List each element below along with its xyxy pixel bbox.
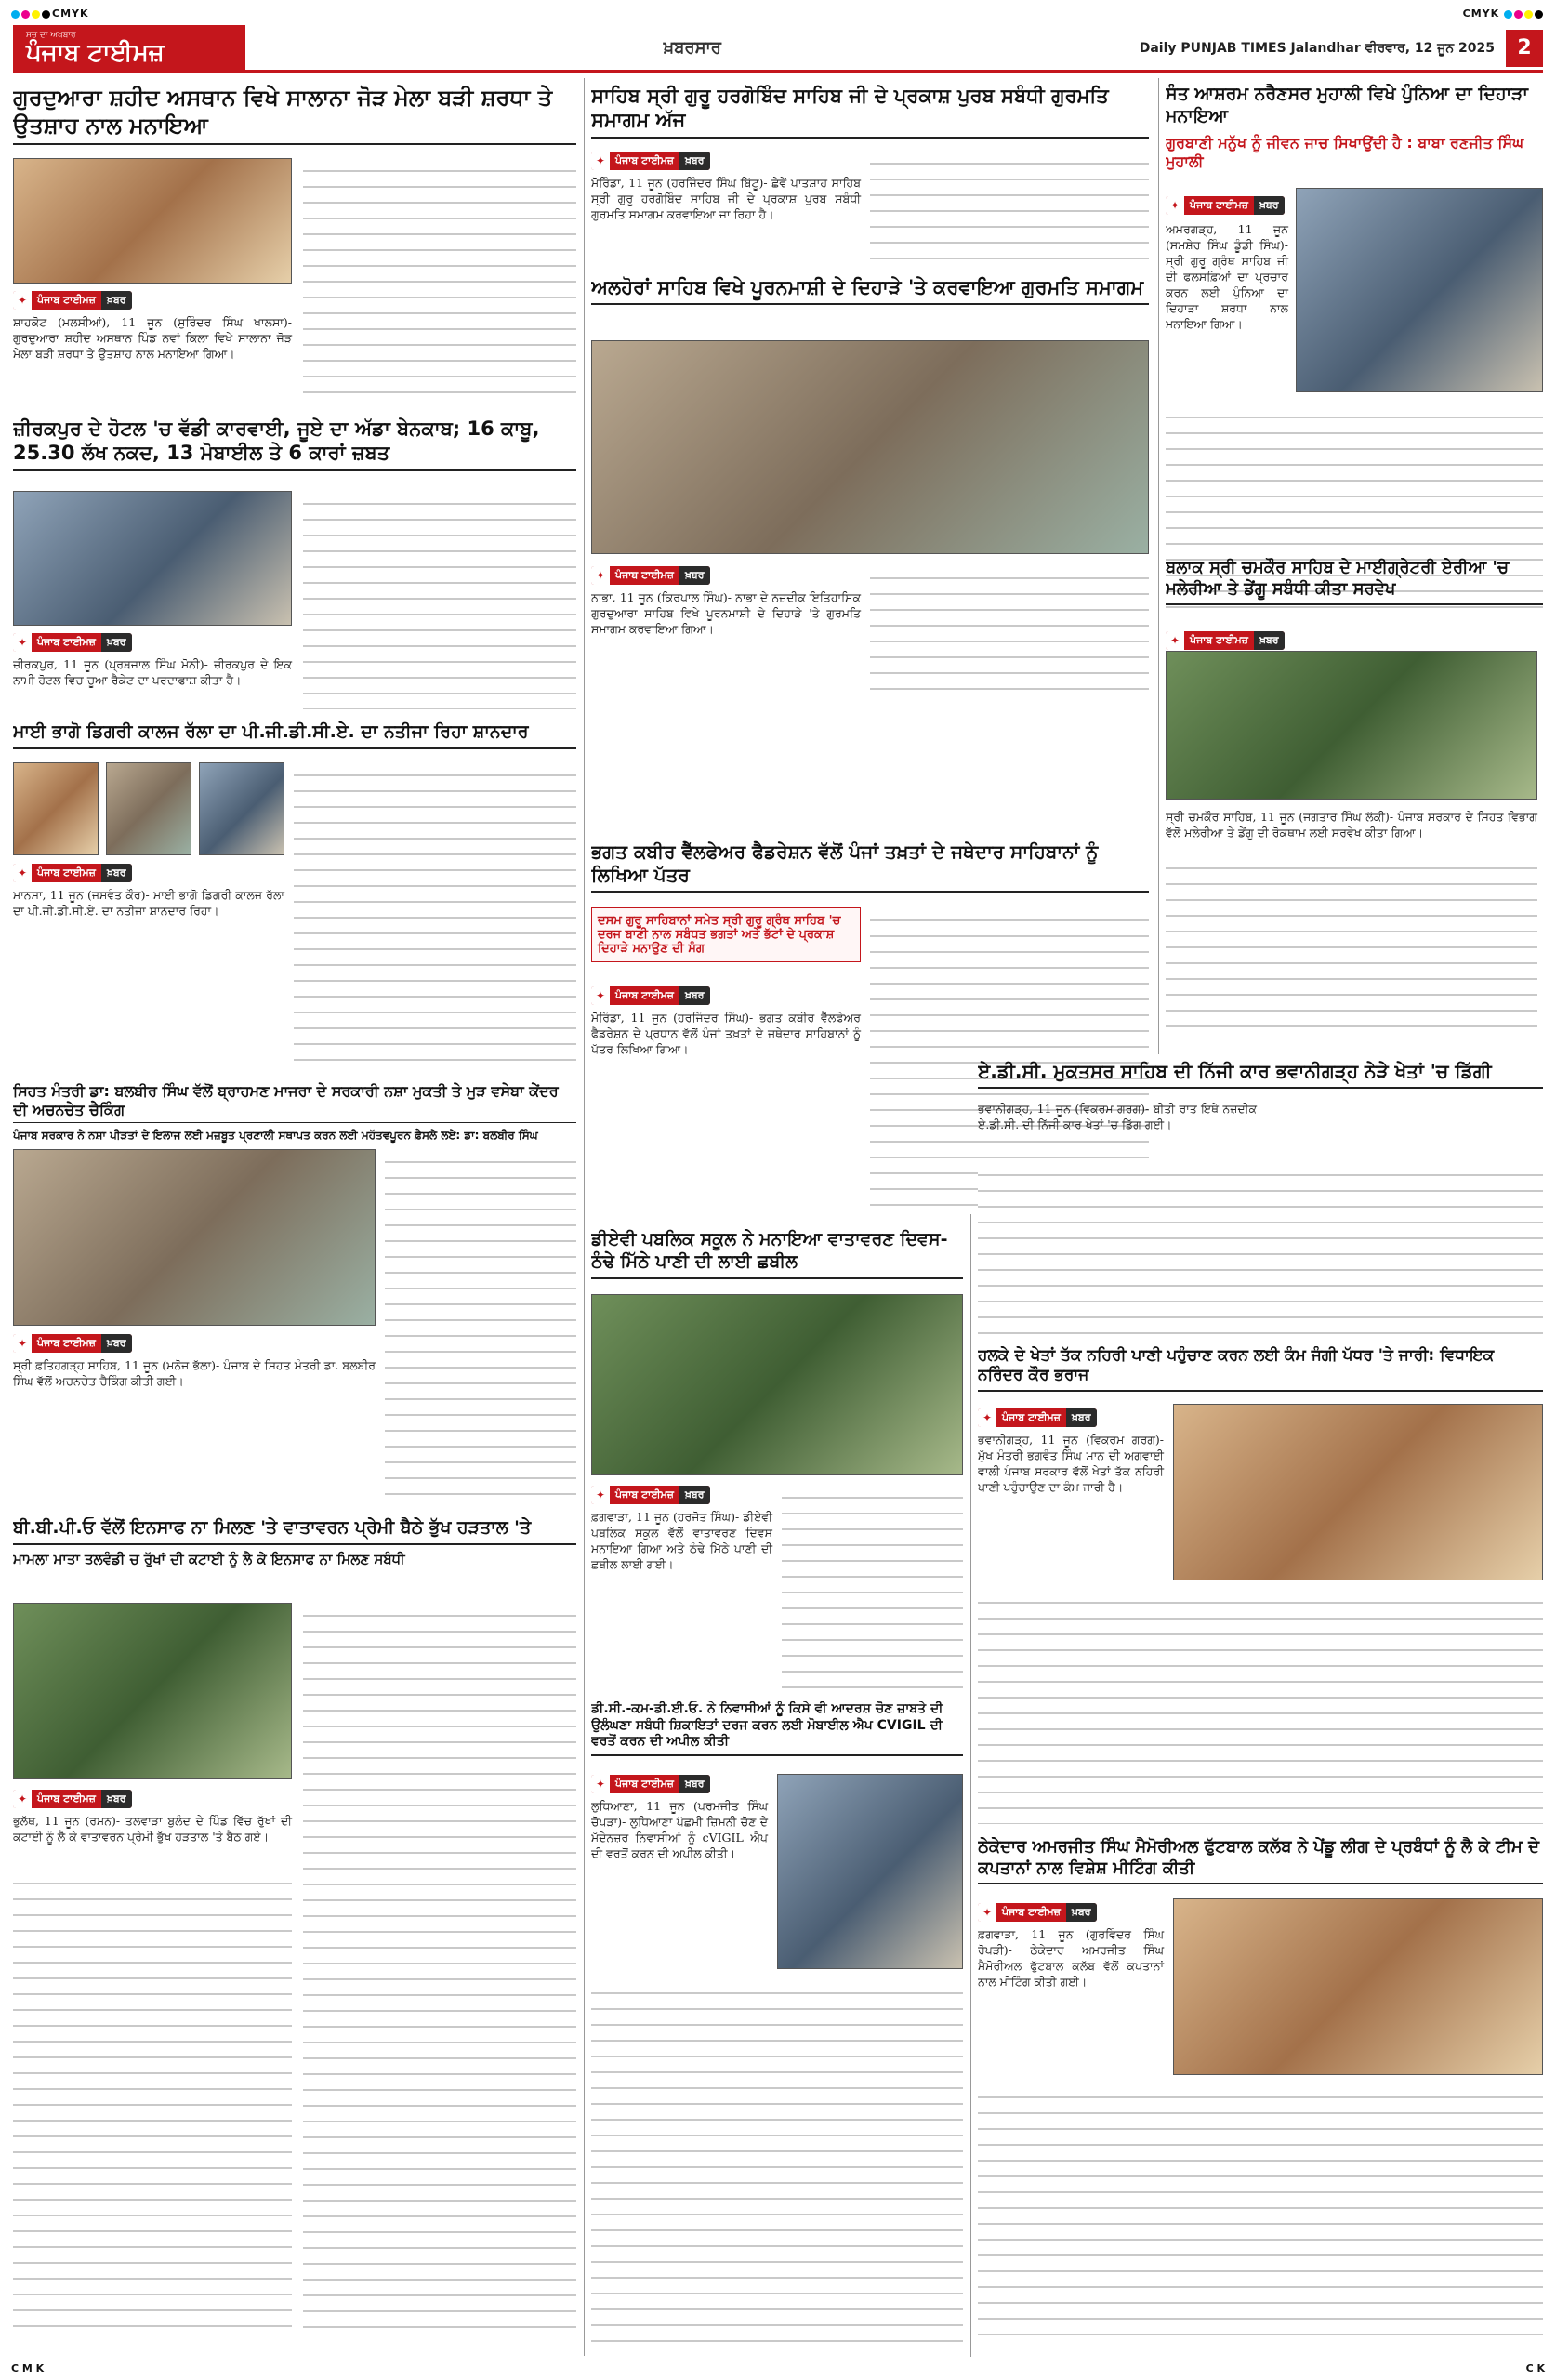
badge-label: ਪੰਜਾਬ ਟਾਈਮਜ਼ [615,989,674,1001]
badge-label: ਪੰਜਾਬ ਟਾਈਮਜ਼ [615,1488,674,1501]
article-subheadline: ਗੁਰਬਾਣੀ ਮਨੁੱਖ ਨੂੰ ਜੀਵਨ ਜਾਚ ਸਿਖਾਉਂਦੀ ਹੈ : ਬਾਬਾ ਰਣਜੀਤ ਸਿੰਘ ਮੁਹਾਲੀ [1166,133,1524,170]
article-hunger-strike [13,1517,576,2354]
byline-badge [13,863,132,882]
badge-type: ਖ਼ਬਰ [679,1486,710,1504]
badge-logo-icon: ✦ [13,1790,32,1808]
byline-badge [13,1333,132,1353]
badge-logo-icon: ✦ [13,864,32,882]
article-text-block [303,491,576,709]
paper-logo [13,25,245,72]
cmyk-label-left: CMYK [52,7,89,20]
badge-label: ਪੰਜਾਬ ਟਾਈਮਜ਼ [615,569,674,581]
badge-type: ਖ਼ਬਰ [1066,1903,1097,1922]
article-dav-environment-day [591,1229,963,1694]
student-photo [199,762,284,855]
article-headline: ਭਗਤ ਕਬੀਰ ਵੈੱਲਫੇਅਰ ਫੈਡਰੇਸ਼ਨ ਵੱਲੋਂ ਪੰਜਾਂ ਤਖ਼ਤਾਂ ਦੇ ਜਥੇਦਾਰ ਸਾਹਿਬਾਨਾਂ ਨੂੰ ਲਿਖਿਆ ਪੱਤਰ [591,840,1149,892]
badge-type: ਖ਼ਬਰ [1254,631,1285,650]
article-text-block [13,1871,292,2335]
article-gurdwara-jor-mela [13,84,576,409]
badge-label: ਪੰਜਾਬ ਟਾਈਮਜ਼ [37,1792,96,1805]
article-lead: ਜ਼ੀਰਕਪੁਰ, 11 ਜੂਨ (ਪ੍ਰਬਜਾਲ ਸਿੰਘ ਮੋਨੀ)- ਜ਼ੀਰਕਪੁਰ ਦੇ ਇਕ ਨਾਮੀ ਹੋਟਲ ਵਿਚ ਚੂਆ ਰੈਕੇਟ ਦਾ ਪਰਦਾਫਾਸ਼ ਕੀਤਾ ਹੈ। [13,657,292,687]
dateline: Daily PUNJAB TIMES Jalandhar ਵੀਰਵਾਰ, 12 ਜੂਨ 2025 [1139,40,1495,56]
article-football-club-meeting [978,1837,1543,2354]
article-headline: ਸਾਹਿਬ ਸ੍ਰੀ ਗੁਰੂ ਹਰਗੋਬਿੰਦ ਸਾਹਿਬ ਜੀ ਦੇ ਪ੍ਰਕਾਸ਼ ਪੁਰਬ ਸਬੰਧੀ ਗੁਰਮਤਿ ਸਮਾਗਮ ਅੱਜ [591,84,1149,139]
news-photo [1173,1898,1543,2075]
article-text-block [385,1149,576,1502]
news-photo [591,340,1149,554]
article-lead: ਮੋਰਿੰਡਾ, 11 ਜੂਨ (ਹਰਜਿੰਦਰ ਸਿੰਘ ਬਿੱਟੂ)- ਛੇਵੇਂ ਪਾਤਸ਼ਾਹ ਸਾਹਿਬ ਸ੍ਰੀ ਗੁਰੂ ਹਰਗੋਬਿੰਦ ਸਾਹਿਬ ਜੀ ਦੇ ਪ੍ਰਕਾਸ਼ ਪੁਰਬ ਸਬੰਧੀ ਗੁਰਮਤਿ ਸਮਾਗਮ ਕਰਵਾਇਆ ਜਾ ਰਿਹਾ ਹੈ। [591,176,861,221]
badge-logo-icon: ✦ [978,1408,996,1427]
badge-logo-icon: ✦ [1166,196,1184,215]
article-headline: ਸੰਤ ਆਸ਼ਰਮ ਨਰੈਣਸਰ ਮੁਹਾਲੀ ਵਿਖੇ ਪੁੰਨਿਆ ਦਾ ਦਿਹਾੜਾ ਮਨਾਇਆ [1166,84,1528,126]
article-zirakpur-gambling [13,416,576,714]
byline-badge [1166,195,1285,215]
article-health-minister-checking [13,1082,576,1510]
logo-tagline: ਸਚ ਦਾ ਅਖਬਾਰ [26,30,76,40]
badge-type: ਖ਼ਬਰ [101,633,132,652]
article-headline: ਜ਼ੀਰਕਪੁਰ ਦੇ ਹੋਟਲ 'ਚ ਵੱਡੀ ਕਾਰਵਾਈ, ਜੂਏ ਦਾ ਅੱਡਾ ਬੇਨਕਾਬ; 16 ਕਾਬੂ, 25.30 ਲੱਖ ਨਕਦ, 13 ਮੋਬਾਈਲ ਤੇ 6 ਕਾਰਾਂ ਜ਼ਬਤ [13,416,576,471]
article-text-block [294,762,576,1069]
badge-logo-icon: ✦ [978,1903,996,1922]
article-headline: ਡੀਏਵੀ ਪਬਲਿਕ ਸਕੂਲ ਨੇ ਮਨਾਇਆ ਵਾਤਾਵਰਣ ਦਿਵਸ- ਠੰਢੇ ਮਿੱਠੇ ਪਾਣੀ ਦੀ ਲਾਈ ਛਬੀਲ [591,1229,963,1279]
page-number: 2 [1506,30,1543,67]
footer-color-mark-left: C M K [11,2362,45,2374]
article-headline: ਬੀ.ਬੀ.ਪੀ.ਓ ਵੱਲੋਂ ਇਨਸਾਫ ਨਾ ਮਿਲਣ 'ਤੇ ਵਾਤਾਵਰਨ ਪ੍ਰੇਮੀ ਬੈਠੇ ਭੁੱਖ ਹੜਤਾਲ 'ਤੇ [13,1517,576,1545]
footer-color-mark-right: C K [1525,2362,1545,2374]
badge-label: ਪੰਜਾਬ ਟਾਈਮਜ਼ [615,1778,674,1790]
byline-badge [13,290,132,310]
badge-label: ਪੰਜਾਬ ਟਾਈਮਜ਼ [1002,1906,1061,1918]
badge-logo-icon: ✦ [591,986,610,1005]
article-prakash-purab [591,84,1149,270]
badge-logo-icon: ✦ [591,1486,610,1504]
article-headline: ਅਲਹੋਰਾਂ ਸਾਹਿਬ ਵਿਖੇ ਪੂਰਨਮਾਸ਼ੀ ਦੇ ਦਿਹਾੜੇ 'ਤੇ ਕਰਵਾਇਆ ਗੁਰਮਤਿ ਸਮਾਗਮ [591,275,1149,305]
article-text-block [978,1162,1543,1334]
article-mai-bhago-college [13,721,576,1075]
article-malaria-survey [1166,558,1543,1051]
badge-type: ਖ਼ਬਰ [679,986,710,1005]
badge-label: ਪੰਜਾਬ ਟਾਈਮਜ਼ [37,636,96,648]
cmyk-marker-left [11,7,89,20]
article-text-block [870,565,1149,700]
article-sant-ashram [1166,84,1543,623]
badge-type: ਖ਼ਬਰ [679,1775,710,1793]
article-lead: ਨਾਭਾ, 11 ਜੂਨ (ਕਿਰਪਾਲ ਸਿੰਘ)- ਨਾਭਾ ਦੇ ਨਜ਼ਦੀਕ ਇਤਿਹਾਸਿਕ ਗੁਰਦੁਆਰਾ ਸਾਹਿਬ ਵਿਖੇ ਪੂਰਨਮਾਸ਼ੀ ਦੇ ਦਿਹਾੜੇ 'ਤੇ ਗੁਰਮਤਿ ਸਮਾਗਮ ਕਰਵਾਇਆ ਗਿਆ। [591,590,861,636]
badge-logo-icon: ✦ [1166,631,1184,650]
badge-label: ਪੰਜਾਬ ਟਾਈਮਜ਼ [615,154,674,166]
badge-logo-icon: ✦ [591,1775,610,1793]
badge-type: ਖ਼ਬਰ [101,864,132,882]
article-alhoran-sahib [591,275,1149,833]
article-text-block [870,151,1149,266]
student-photo [106,762,191,855]
badge-type: ਖ਼ਬਰ [679,152,710,170]
news-photo [13,1149,376,1326]
badge-label: ਪੰਜਾਬ ਟਾਈਮਜ਼ [1190,199,1248,211]
badge-type: ਖ਼ਬਰ [101,291,132,310]
badge-type: ਖ਼ਬਰ [1066,1408,1097,1427]
badge-type: ਖ਼ਬਰ [679,566,710,585]
article-lead: ਲੁਧਿਆਣਾ, 11 ਜੂਨ (ਪਰਮਜੀਤ ਸਿੰਘ ਚੋਪੜਾ)- ਲੁਧਿਆਣਾ ਪੱਛਮੀ ਜ਼ਿਮਨੀ ਚੋਣ ਦੇ ਮੱਦੇਨਜ਼ਰ ਨਿਵਾਸੀਆਂ ਨੂੰ cVIGIL ਐਪ ਦੀ ਵਰਤੋਂ ਕਰਨ ਦੀ ਅਪੀਲ ਕੀਤੀ। [591,1799,768,1860]
column-rule [970,1046,971,2357]
article-headline: ਬਲਾਕ ਸ੍ਰੀ ਚਮਕੌਰ ਸਾਹਿਬ ਦੇ ਮਾਈਗ੍ਰੇਟਰੀ ਏਰੀਆ 'ਚ ਮਲੇਰੀਆ ਤੇ ਡੇਂਗੂ ਸਬੰਧੀ ਕੀਤਾ ਸਰਵੇਖ [1166,558,1543,605]
column-rule [584,78,585,2356]
article-headline: ਏ.ਡੀ.ਸੀ. ਮੁਕਤਸਰ ਸਾਹਿਬ ਦੀ ਨਿੱਜੀ ਕਾਰ ਭਵਾਨੀਗੜ੍ਹ ਨੇੜੇ ਖੇਤਾਂ 'ਚ ਡਿੱਗੀ [978,1060,1543,1089]
article-text-block [978,2084,1543,2349]
article-lead: ਸ਼ਾਹਕੋਟ (ਮਲਸੀਆਂ), 11 ਜੂਨ (ਸੁਰਿੰਦਰ ਸਿੰਘ ਖਾਲਸਾ)- ਗੁਰਦੁਆਰਾ ਸ਼ਹੀਦ ਅਸਥਾਨ ਪਿੰਡ ਨਵਾਂ ਕਿਲਾ ਵਿਖੇ ਸਾਲਾਨਾ ਜੋੜ ਮੇਲਾ ਬੜੀ ਸ਼ਰਧਾ ਤੇ ਉਤਸ਼ਾਹ ਨਾਲ ਮਨਾਇਆ ਗਿਆ। [13,315,292,361]
cmyk-label-right: CMYK [1462,7,1500,20]
article-headline: ਹਲਕੇ ਦੇ ਖੇਤਾਂ ਤੱਕ ਨਹਿਰੀ ਪਾਣੀ ਪਹੁੰਚਾਣ ਕਰਨ ਲਈ ਕੰਮ ਜੰਗੀ ਪੱਧਰ 'ਤੇ ਜਾਰੀ: ਵਿਧਾਇਕ ਨਰਿੰਦਰ ਕੌਰ ਭਰਾਜ [978,1346,1543,1392]
badge-type: ਖ਼ਬਰ [1254,196,1285,215]
badge-logo-icon: ✦ [591,566,610,585]
article-canal-water-mla [978,1346,1543,1830]
news-photo [13,1603,292,1779]
article-headline: ਸਿਹਤ ਮੰਤਰੀ ਡਾ: ਬਲਬੀਰ ਸਿੰਘ ਵੱਲੋਂ ਬ੍ਰਾਹਮਣ ਮਾਜਰਾ ਦੇ ਸਰਕਾਰੀ ਨਸ਼ਾ ਮੁਕਤੀ ਤੇ ਮੁੜ ਵਸੇਬਾ ਕੇਂਦਰ ਦੀ ਅਚਨਚੇਤ ਚੈਕਿੰਗ [13,1082,576,1123]
news-photo [1166,651,1537,800]
news-photo [1173,1404,1543,1580]
article-lead: ਭੁਲੱਥ, 11 ਜੂਨ (ਰਮਨ)- ਤਲਵਾੜਾ ਬੁਲੰਦ ਦੇ ਪਿੰਡ ਵਿੱਚ ਰੁੱਖਾਂ ਦੀ ਕਟਾਈ ਨੂੰ ਲੈ ਕੇ ਵਾਤਾਵਰਨ ਪ੍ਰੇਮੀ ਭੁੱਖ ਹੜਤਾਲ 'ਤੇ ਬੈਠ ਗਏ। [13,1814,292,1844]
article-text-block [303,1603,576,2335]
article-adc-car-accident [978,1060,1543,1339]
badge-label: ਪੰਜਾਬ ਟਾਈਮਜ਼ [1002,1411,1061,1423]
article-text-block [303,158,576,404]
article-headline: ਗੁਰਦੁਆਰਾ ਸ਼ਹੀਦ ਅਸਥਾਨ ਵਿਖੇ ਸਾਲਾਨਾ ਜੋੜ ਮੇਲਾ ਬੜੀ ਸ਼ਰਧਾ ਤੇ ਉਤਸ਼ਾਹ ਨਾਲ ਮਨਾਇਆ [13,84,576,145]
byline-badge [978,1408,1097,1427]
article-subheadline: ਪੰਜਾਬ ਸਰਕਾਰ ਨੇ ਨਸ਼ਾ ਪੀੜਤਾਂ ਦੇ ਇਲਾਜ ਲਈ ਮਜ਼ਬੂਤ ਪ੍ਰਣਾਲੀ ਸਥਾਪਤ ਕਰਨ ਲਈ ਮਹੱਤਵਪੂਰਨ ਫ਼ੈਸਲੇ ਲਏ: ਡਾ: ਬਲਬੀਰ ਸਿੰਘ [13,1129,538,1142]
article-lead: ਅਮਰਗੜ੍ਹ, 11 ਜੂਨ (ਸਮਸ਼ੇਰ ਸਿੰਘ ਡੂੰਡੀ ਸਿੰਘ)- ਸ੍ਰੀ ਗੁਰੂ ਗ੍ਰੰਥ ਸਾਹਿਬ ਜੀ ਦੀ ਫਲਸਫ਼ਿਆਂ ਦਾ ਪ੍ਰਚਾਰ ਕਰਨ ਲਈ ਪੁੰਨਿਆ ਦਾ ਦਿਹਾੜਾ ਸ਼ਰਧਾ ਨਾਲ ਮਨਾਇਆ ਗਿਆ। [1166,222,1288,331]
badge-logo-icon: ✦ [13,291,32,310]
news-photo [13,158,292,284]
article-subheadline: ਮਾਮਲਾ ਮਾਤਾ ਤਲਵੰਡੀ ਚ ਰੁੱਖਾਂ ਦੀ ਕਟਾਈ ਨੂੰ ਲੈ ਕੇ ਇਨਸਾਫ ਨਾ ਮਿਲਣ ਸਬੰਧੀ [13,1550,405,1567]
badge-logo-icon: ✦ [13,633,32,652]
pull-quote: ਦਸਮ ਗੁਰੂ ਸਾਹਿਬਾਨਾਂ ਸਮੇਤ ਸ੍ਰੀ ਗੁਰੂ ਗ੍ਰੰਥ ਸਾਹਿਬ 'ਚ ਦਰਜ ਬਾਣੀ ਨਾਲ ਸਬੰਧਤ ਭਗਤਾਂ ਅਤੇ ਭੱਟਾਂ ਦੇ ਪ੍ਰਕਾਸ਼ ਦਿਹਾੜੇ ਮਨਾਉਣ ਦੀ ਮੰਗ [591,907,861,962]
byline-badge [591,1485,710,1504]
article-headline: ਠੇਕੇਦਾਰ ਅਮਰਜੀਤ ਸਿੰਘ ਮੈਮੋਰੀਅਲ ਫੁੱਟਬਾਲ ਕਲੱਬ ਨੇ ਪੇਂਡੂ ਲੀਗ ਦੇ ਪ੍ਰਬੰਧਾਂ ਨੂੰ ਲੈ ਕੇ ਟੀਮ ਦੇ ਕਪਤਾਨਾਂ ਨਾਲ ਵਿਸ਼ੇਸ਼ ਮੀਟਿੰਗ ਕੀਤੀ [978,1837,1543,1884]
article-lead: ਭਵਾਨੀਗੜ੍ਹ, 11 ਜੂਨ (ਵਿਕਰਮ ਗਰਗ)- ਮੁੱਖ ਮੰਤਰੀ ਭਗਵੰਤ ਸਿੰਘ ਮਾਨ ਦੀ ਅਗਵਾਈ ਵਾਲੀ ਪੰਜਾਬ ਸਰਕਾਰ ਵੱਲੋਂ ਖੇਤਾਂ ਤੱਕ ਨਹਿਰੀ ਪਾਣੀ ਪਹੁੰਚਾਉਣ ਦਾ ਕੰਮ ਜਾਰੀ ਹੈ। [978,1433,1164,1494]
news-photo [591,1294,963,1475]
column-rule [1158,78,1159,1054]
byline-badge [591,985,710,1005]
badge-type: ਖ਼ਬਰ [101,1334,132,1353]
badge-label: ਪੰਜਾਬ ਟਾਈਮਜ਼ [37,294,96,306]
news-photo [13,491,292,626]
badge-label: ਪੰਜਾਬ ਟਾਈਮਜ਼ [1190,634,1248,646]
byline-badge [978,1902,1097,1922]
article-headline: ਡੀ.ਸੀ.-ਕਮ-ਡੀ.ਈ.ਓ. ਨੇ ਨਿਵਾਸੀਆਂ ਨੂੰ ਕਿਸੇ ਵੀ ਆਦਰਸ਼ ਚੋਣ ਜ਼ਾਬਤੇ ਦੀ ਉਲੰਘਣਾ ਸਬੰਧੀ ਸ਼ਿਕਾਇਤਾਂ ਦਰਜ ਕਰਨ ਲਈ ਮੋਬਾਈਲ ਐਪ CVIGIL ਦੀ ਵਰਤੋਂ ਕਰਨ ਦੀ ਅਪੀਲ ਕੀਤੀ [591,1701,963,1756]
article-text-block [978,1590,1543,1824]
article-headline: ਮਾਈ ਭਾਗੋ ਡਿਗਰੀ ਕਾਲਜ ਰੱਲਾ ਦਾ ਪੀ.ਜੀ.ਡੀ.ਸੀ.ਏ. ਦਾ ਨਤੀਜਾ ਰਿਹਾ ਸ਼ਾਨਦਾਰ [13,721,576,749]
byline-badge [591,151,710,170]
article-lead: ਫ਼ਗਵਾੜਾ, 11 ਜੂਨ (ਗੁਰਵਿੰਦਰ ਸਿੰਘ ਰੋਪੜੀ)- ਠੇਕੇਦਾਰ ਅਮਰਜੀਤ ਸਿੰਘ ਮੈਮੋਰੀਅਲ ਫੁੱਟਬਾਲ ਕਲੱਬ ਵੱਲੋਂ ਕਪਤਾਨਾਂ ਨਾਲ ਮੀਟਿੰਗ ਕੀਤੀ ਗਈ। [978,1927,1164,1989]
news-photo [1296,188,1543,392]
article-text-block [1166,855,1537,1041]
masthead [13,26,1543,73]
badge-label: ਪੰਜਾਬ ਟਾਈਮਜ਼ [37,1337,96,1349]
badge-label: ਪੰਜਾਬ ਟਾਈਮਜ਼ [37,866,96,879]
article-text-block [782,1485,963,1689]
byline-badge [591,565,710,585]
article-lead: ਸ੍ਰੀ ਚਮਕੌਰ ਸਾਹਿਬ, 11 ਜੂਨ (ਜਗਤਾਰ ਸਿੰਘ ਲੱਕੀ)- ਪੰਜਾਬ ਸਰਕਾਰ ਦੇ ਸਿਹਤ ਵਿਭਾਗ ਵੱਲੋਂ ਮਲੇਰੀਆ ਤੇ ਡੇਂਗੂ ਦੀ ਰੋਕਥਾਮ ਲਈ ਸਰਵੇਖ ਕੀਤਾ ਗਿਆ। [1166,810,1537,840]
byline-badge [13,1789,132,1808]
article-text-block [591,1980,963,2347]
article-cvigil-appeal [591,1701,963,2352]
byline-badge [13,632,132,652]
section-title: ਖ਼ਬਰਸਾਰ [663,38,721,58]
article-lead: ਮਾਨਸਾ, 11 ਜੂਨ (ਜਸਵੰਤ ਕੌਰ)- ਮਾਈ ਭਾਗੋ ਡਿਗਰੀ ਕਾਲਜ ਰੱਲਾ ਦਾ ਪੀ.ਜੀ.ਡੀ.ਸੀ.ਏ. ਦਾ ਨਤੀਜਾ ਸ਼ਾਨਦਾਰ ਰਿਹਾ। [13,888,284,918]
article-lead: ਫ਼ਗਵਾੜਾ, 11 ਜੂਨ (ਹਰਜੋਤ ਸਿੰਘ)- ਡੀਏਵੀ ਪਬਲਿਕ ਸਕੂਲ ਵੱਲੋਂ ਵਾਤਾਵਰਣ ਦਿਵਸ ਮਨਾਇਆ ਗਿਆ ਅਤੇ ਠੰਢੇ ਮਿੱਠੇ ਪਾਣੀ ਦੀ ਛਬੀਲ ਲਾਈ ਗਈ। [591,1510,772,1571]
official-portrait [777,1774,963,1969]
badge-logo-icon: ✦ [13,1334,32,1353]
byline-badge [591,1774,710,1793]
badge-logo-icon: ✦ [591,152,610,170]
student-photo [13,762,99,855]
article-lead: ਸ੍ਰੀ ਫ਼ਤਿਹਗੜ੍ਹ ਸਾਹਿਬ, 11 ਜੂਨ (ਮਨੋਜ ਭੱਲਾ)- ਪੰਜਾਬ ਦੇ ਸਿਹਤ ਮੰਤਰੀ ਡਾ. ਬਲਬੀਰ ਸਿੰਘ ਵੱਲੋਂ ਅਚਨਚੇਤ ਚੈਕਿੰਗ ਕੀਤੀ ਗਈ। [13,1358,376,1388]
cmyk-marker-right [1463,7,1545,20]
article-lead: ਮੋਰਿੰਡਾ, 11 ਜੂਨ (ਹਰਜਿੰਦਰ ਸਿੰਘ)- ਭਗਤ ਕਬੀਰ ਵੈੱਲਫੇਅਰ ਫੈਡਰੇਸ਼ਨ ਦੇ ਪ੍ਰਧਾਨ ਵੱਲੋਂ ਪੰਜਾਂ ਤਖ਼ਤਾਂ ਦੇ ਜਥੇਦਾਰ ਸਾਹਿਬਾਨਾਂ ਨੂੰ ਪੱਤਰ ਲਿਖਿਆ ਗਿਆ। [591,1011,861,1056]
byline-badge [1166,630,1285,650]
paper-name: ਪੰਜਾਬ ਟਾਈਮਜ਼ [26,38,165,67]
badge-type: ਖ਼ਬਰ [101,1790,132,1808]
article-lead: ਭਵਾਨੀਗੜ੍ਹ, 11 ਜੂਨ (ਵਿਕਰਮ ਗਰਗ)- ਬੀਤੀ ਰਾਤ ਇਥੇ ਨਜ਼ਦੀਕ ਏ.ਡੀ.ਸੀ. ਦੀ ਨਿੱਜੀ ਕਾਰ ਖੇਤਾਂ 'ਚ ਡਿੱਗ ਗਈ। [978,1102,1257,1131]
